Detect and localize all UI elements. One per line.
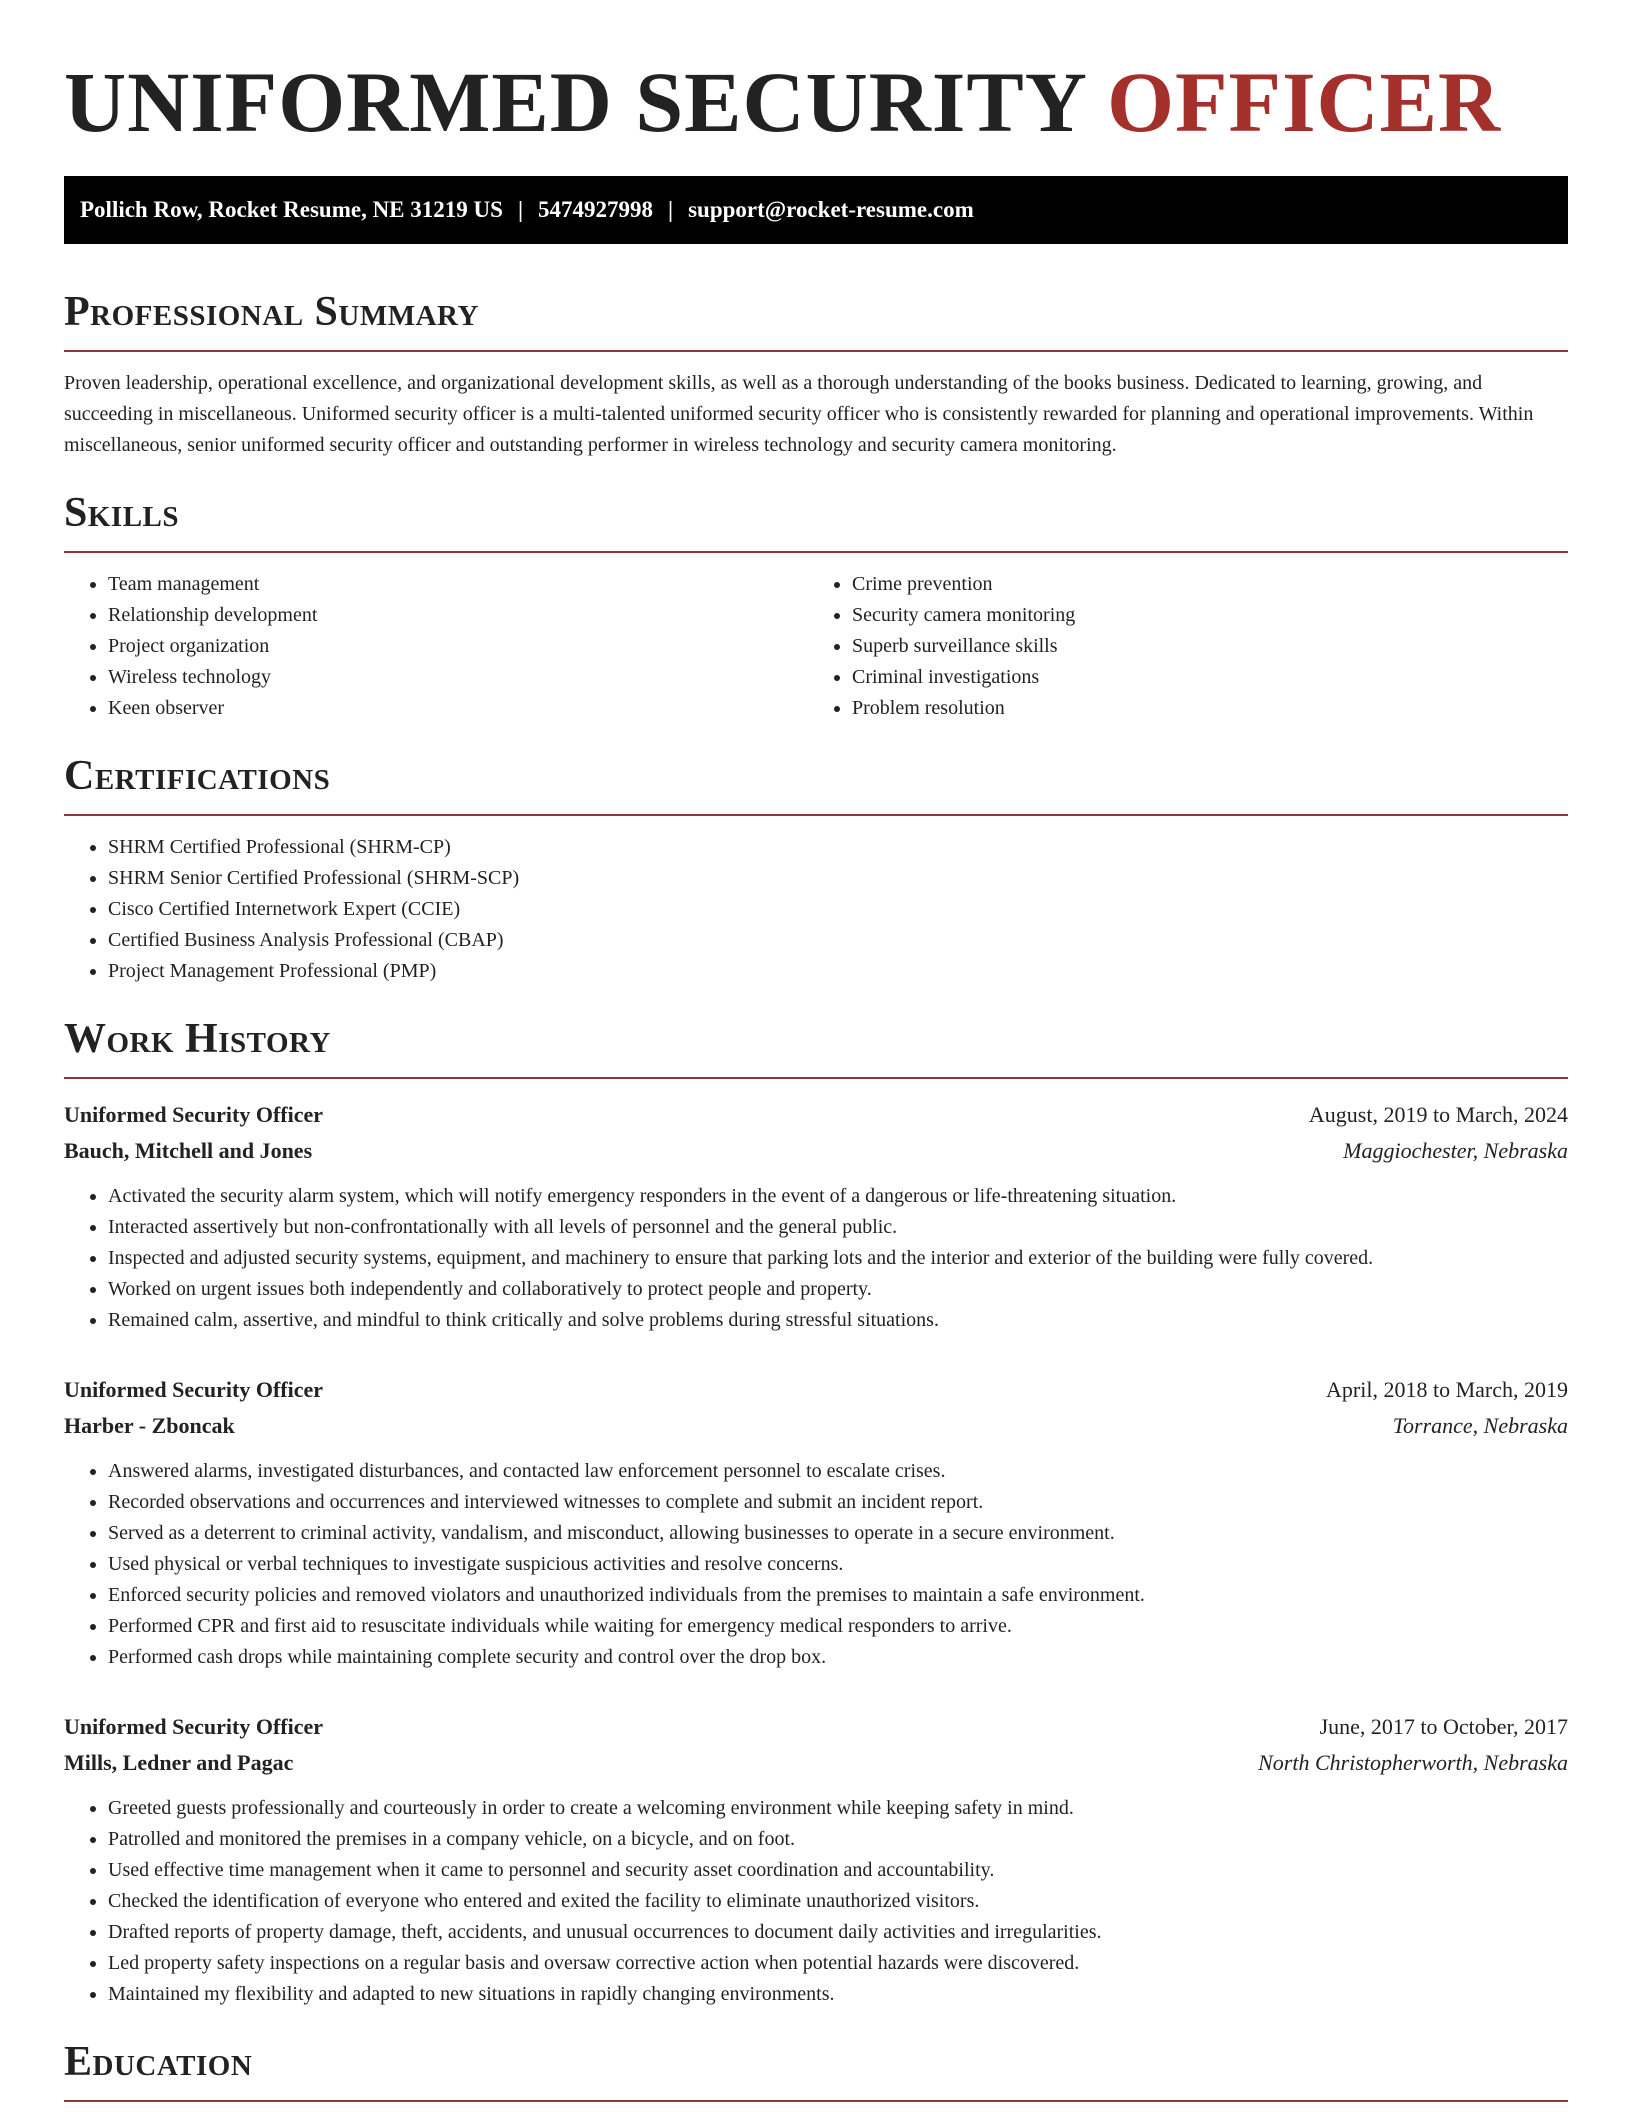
contact-email: support@rocket-resume.com xyxy=(688,197,974,222)
job-duty-item: • Remained calm, assertive, and mindful to think critically and solve problems during stressful situations. xyxy=(108,1305,1568,1336)
skills-grid xyxy=(64,569,1568,724)
resume-name xyxy=(64,0,1568,152)
job-location: Maggiochester, Nebraska xyxy=(1343,1138,1568,1163)
job-dates: April, 2018 to March, 2019 xyxy=(1326,1377,1568,1402)
skill-item: • Crime prevention xyxy=(852,569,1568,600)
job-company: Harber - Zboncak xyxy=(64,1413,235,1438)
skill-item: • Wireless technology xyxy=(108,662,816,693)
certification-item: • Project Management Professional (PMP) xyxy=(108,956,1568,987)
job-entry xyxy=(64,1097,1568,1336)
work-history-section xyxy=(64,1015,1568,2010)
skill-item: • Security camera monitoring xyxy=(852,600,1568,631)
education-section xyxy=(64,2038,1568,2102)
contact-bar xyxy=(64,176,1568,244)
summary-text: Proven leadership, operational excellence, and organizational development skills, as well as a thorough understanding of the books business. Dedicated to learning, growing, and succeeding in miscellaneous. Uniformed security officer is a multi-talented uniformed security officer who is consistently rewarded for planning and operational improvements. Within miscellaneous, senior uniformed security officer and outstanding performer in wireless technology and security camera monitoring. xyxy=(64,372,1534,456)
job-duties-list xyxy=(64,1456,1568,1673)
job-entry xyxy=(64,1709,1568,2010)
certifications-section xyxy=(64,752,1568,987)
summary-section xyxy=(64,288,1568,461)
job-duty-item: • Led property safety inspections on a regular basis and oversaw corrective action when potential hazards were discovered. xyxy=(108,1948,1568,1979)
job-duty-item: • Activated the security alarm system, which will notify emergency responders in the event of a dangerous or life-threatening situation. xyxy=(108,1181,1568,1212)
job-duty-item: • Answered alarms, investigated disturbances, and contacted law enforcement personnel to escalate crises. xyxy=(108,1456,1568,1487)
job-duty-item: • Patrolled and monitored the premises in a company vehicle, on a bicycle, and on foot. xyxy=(108,1824,1568,1855)
job-duty-item: • Enforced security policies and removed violators and unauthorized individuals from the premises to maintain a safe environment. xyxy=(108,1580,1568,1611)
contact-separator: | xyxy=(668,197,674,222)
job-duty-item: • Greeted guests professionally and courteously in order to create a welcoming environment while keeping safety in mind. xyxy=(108,1793,1568,1824)
job-duties-list xyxy=(64,1181,1568,1336)
job-duty-item: • Interacted assertively but non-confrontationally with all levels of personnel and the general public. xyxy=(108,1212,1568,1243)
section-divider xyxy=(64,350,1568,352)
work-history-heading: Work History xyxy=(64,1016,331,1062)
contact-separator: | xyxy=(517,197,524,222)
skill-item: • Project organization xyxy=(108,631,816,662)
job-company: Mills, Ledner and Pagac xyxy=(64,1750,294,1775)
certification-item: • Certified Business Analysis Professional (CBAP) xyxy=(108,925,1568,956)
job-duty-item: • Worked on urgent issues both independently and collaboratively to protect people and property. xyxy=(108,1274,1568,1305)
certifications-list xyxy=(64,832,1568,987)
name-accent: OFFICER xyxy=(1107,54,1502,150)
job-duty-item: • Served as a deterrent to criminal activity, vandalism, and misconduct, allowing businesses to operate in a secure environment. xyxy=(108,1518,1568,1549)
job-duty-item: • Maintained my flexibility and adapted to new situations in rapidly changing environments. xyxy=(108,1979,1568,2010)
section-divider xyxy=(64,2100,1568,2102)
job-dates: August, 2019 to March, 2024 xyxy=(1308,1102,1568,1127)
skill-item: • Relationship development xyxy=(108,600,816,631)
skill-item: • Team management xyxy=(108,569,816,600)
job-location: North Christopherworth, Nebraska xyxy=(1258,1750,1568,1775)
name-main: UNIFORMED SECURITY xyxy=(64,54,1085,150)
job-title: Uniformed Security Officer xyxy=(64,1377,324,1402)
certification-item: • SHRM Certified Professional (SHRM-CP) xyxy=(108,832,1568,863)
education-heading: Education xyxy=(64,2039,253,2085)
job-duty-item: • Inspected and adjusted security systems, equipment, and machinery to ensure that parking lots and the interior and exterior of the building were fully covered. xyxy=(108,1243,1568,1274)
certifications-heading: Certifications xyxy=(64,753,331,799)
skill-item: • Keen observer xyxy=(108,693,816,724)
contact-address: Pollich Row, Rocket Resume, NE 31219 US xyxy=(80,197,503,222)
job-location: Torrance, Nebraska xyxy=(1392,1413,1568,1438)
job-duty-item: • Used physical or verbal techniques to investigate suspicious activities and resolve concerns. xyxy=(108,1549,1568,1580)
job-duty-item: • Checked the identification of everyone who entered and exited the facility to eliminate unauthorized visitors. xyxy=(108,1886,1568,1917)
skill-item: • Criminal investigations xyxy=(852,662,1568,693)
certification-item: • SHRM Senior Certified Professional (SHRM-SCP) xyxy=(108,863,1568,894)
job-duty-item: • Drafted reports of property damage, theft, accidents, and unusual occurrences to document daily activities and irregularities. xyxy=(108,1917,1568,1948)
contact-phone: 5474927998 xyxy=(538,197,654,222)
section-divider xyxy=(64,551,1568,553)
job-duty-item: • Recorded observations and occurrences and interviewed witnesses to complete and submit an incident report. xyxy=(108,1487,1568,1518)
skills-list-left xyxy=(64,569,816,724)
skills-list-right xyxy=(816,569,1568,724)
job-dates: June, 2017 to October, 2017 xyxy=(1319,1714,1568,1739)
job-duties-list xyxy=(64,1793,1568,2010)
job-entry xyxy=(64,1372,1568,1673)
job-duty-item: • Used effective time management when it came to personnel and security asset coordination and accountability. xyxy=(108,1855,1568,1886)
skills-section xyxy=(64,489,1568,724)
job-company: Bauch, Mitchell and Jones xyxy=(64,1138,313,1163)
skill-item: • Problem resolution xyxy=(852,693,1568,724)
certification-item: • Cisco Certified Internetwork Expert (CCIE) xyxy=(108,894,1568,925)
skill-item: • Superb surveillance skills xyxy=(852,631,1568,662)
section-divider xyxy=(64,814,1568,816)
summary-heading: Professional Summary xyxy=(64,289,479,335)
job-title: Uniformed Security Officer xyxy=(64,1714,324,1739)
section-divider xyxy=(64,1077,1568,1079)
job-duty-item: • Performed CPR and first aid to resuscitate individuals while waiting for emergency medical responders to arrive. xyxy=(108,1611,1568,1642)
job-title: Uniformed Security Officer xyxy=(64,1102,324,1127)
job-duty-item: • Performed cash drops while maintaining complete security and control over the drop box. xyxy=(108,1642,1568,1673)
skills-heading: Skills xyxy=(64,490,180,536)
